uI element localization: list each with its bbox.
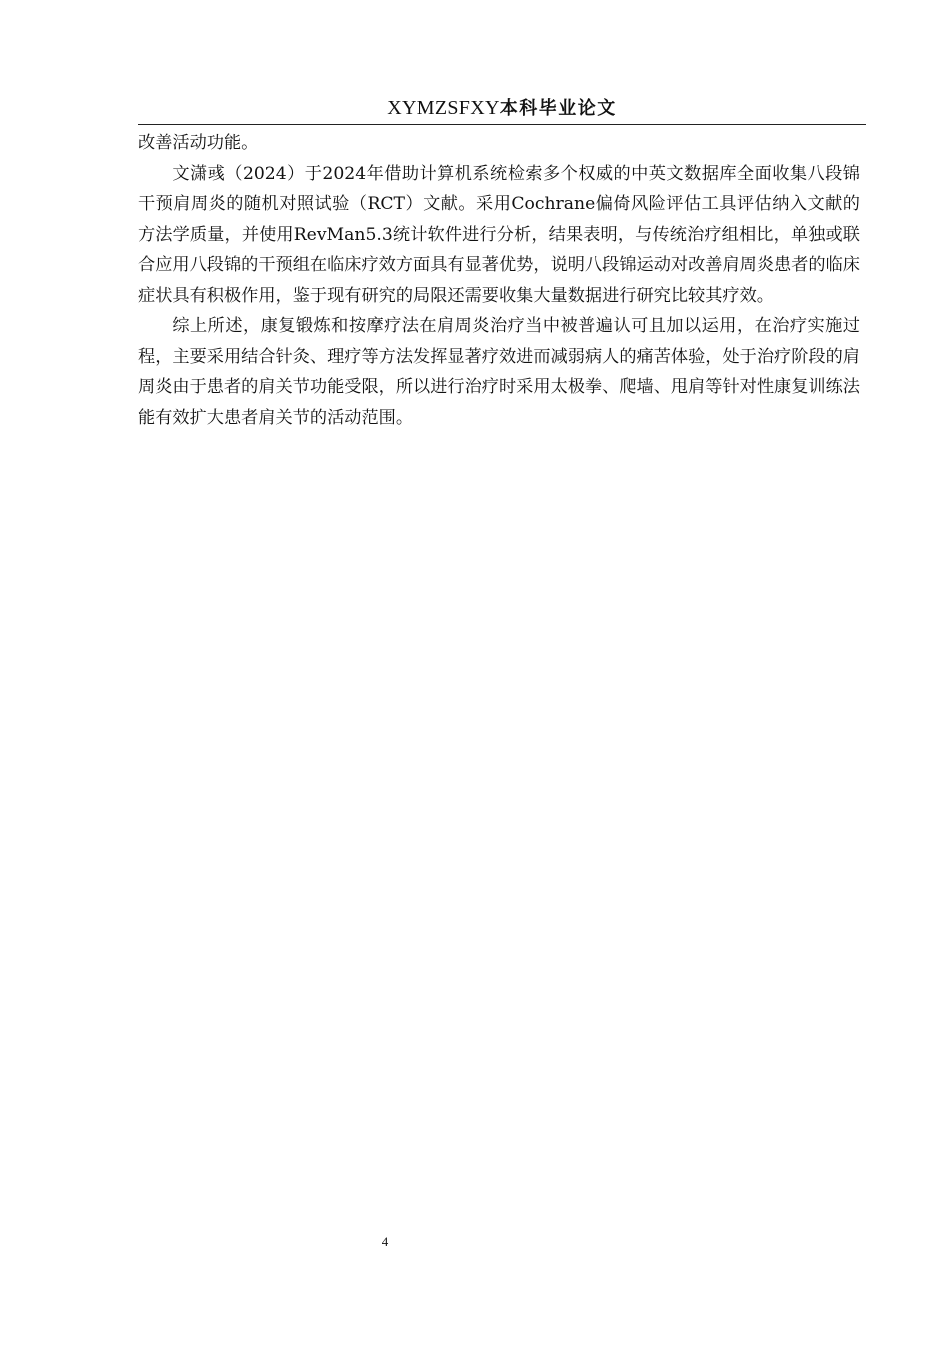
paragraph-continuation: 改善活动功能。 <box>138 133 259 153</box>
paragraph: 综上所述，康复锻炼和按摩疗法在肩周炎治疗当中被普遍认可且加以运用，在治疗实施过程，主要采用结合针灸、理疗等方法发挥显著疗效进而减弱病人的痛苦体验，处于治疗阶段的肩周炎由于患者的肩关节功能受限，所以进行治疗时采用太极拳、爬墙、甩肩等针对性康复训练法能有效扩大患者肩关节的活动范围。 <box>138 316 860 428</box>
page-number: 4 <box>381 1234 389 1249</box>
header-title <box>387 94 616 123</box>
header-title-chinese: 本科毕业论文 <box>499 98 617 119</box>
page-header <box>138 94 866 125</box>
paragraph: 文潇彧（2024）于2024年借助计算机系统检索多个权威的中英文数据库全面收集八段锦干预肩周炎的随机对照试验（RCT）文献。采用Cochrane偏倚风险评估工具评估纳入文献的方法学质量，并使用RevMan5.3统计软件进行分析，结果表明，与传统治疗组相比，单独或联合应用八段锦的干预组在临床疗效方面具有显著优势，说明八段锦运动对改善肩周炎患者的临床症状具有积极作用，鉴于现有研究的局限还需要收集大量数据进行研究比较其疗效。 <box>138 163 860 306</box>
header-title-latin: XYMZSFXY <box>387 97 500 119</box>
body-text <box>138 128 860 433</box>
